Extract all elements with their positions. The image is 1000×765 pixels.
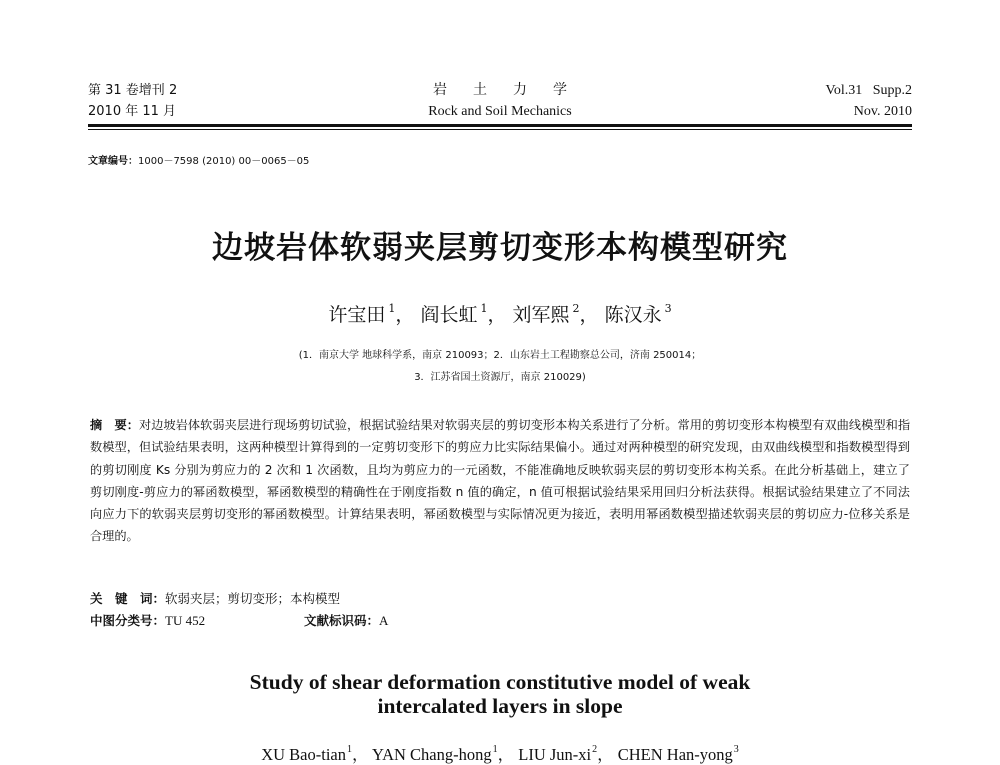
article-number <box>88 152 309 167</box>
author-name-en: YAN Chang-hong <box>372 745 492 764</box>
affiliations-line-2: 3．江苏省国土资源厅，南京 210029) <box>414 372 586 383</box>
author-affiliation-mark: 3 <box>733 744 739 755</box>
document-code-value: A <box>379 613 389 628</box>
paper-title-en <box>0 670 1000 718</box>
header-rule-thin <box>88 129 912 130</box>
author-affiliation-mark: 1 <box>492 744 498 755</box>
running-header <box>88 80 912 126</box>
paper-title-en-line-1: Study of shear deformation constitutive model of weak <box>249 670 751 694</box>
author-name: 刘军熙 <box>512 304 570 326</box>
author-affiliation-mark: 2 <box>592 744 598 755</box>
document-code-label: 文献标识码： <box>304 613 380 628</box>
article-number-value: 1000－7598 (2010) 00－0065－05 <box>138 156 310 167</box>
author-affiliation-mark: 3 <box>664 302 672 315</box>
abstract-cn <box>90 414 910 548</box>
author-affiliation-mark: 1 <box>480 302 488 315</box>
clc-label: 中图分类号： <box>90 613 166 628</box>
author-name-en: CHEN Han-yong <box>617 745 733 764</box>
author-separator: ， <box>579 304 599 326</box>
author-separator: ， <box>351 745 369 764</box>
abstract-label: 摘 要： <box>90 418 139 432</box>
keywords <box>90 589 340 607</box>
author-separator: ， <box>597 745 614 764</box>
keywords-text: 软弱夹层；剪切变形；本构模型 <box>165 591 341 606</box>
classification <box>90 611 389 629</box>
author-name: 许宝田 <box>328 304 386 326</box>
keywords-label: 关 键 词： <box>90 591 166 606</box>
author-name: 陈汉永 <box>604 304 662 326</box>
journal-name <box>88 80 912 122</box>
author-affiliation-mark: 1 <box>346 744 352 755</box>
author-separator: ， <box>395 304 415 326</box>
volume-issue-cn: 第 31 卷增刊 2 <box>88 83 178 98</box>
document-code <box>304 611 388 629</box>
author-separator: ， <box>497 745 515 764</box>
article-number-label: 文章编号： <box>88 156 138 167</box>
author-name: 阎长虹 <box>420 304 478 326</box>
author-separator: ， <box>487 304 507 326</box>
paper-title-en-line-2: intercalated layers in slope <box>377 694 623 718</box>
journal-name-cn: 岩土力学 <box>433 82 593 98</box>
abstract-text: 对边坡岩体软弱夹层进行现场剪切试验，根据试验结果对软弱夹层的剪切变形本构关系进行了分析。常用的剪切变形本构模型有双曲线模型和指数模型，但试验结果表明，这两种模型计算得到的一定剪切变形下的剪应力比实际结果偏小。通过对两种模型的研究发现，由双曲线模型和指数模型得到的剪切刚度 Ks 分别为剪应力的 2 次和 1 次函数，且均为剪应力的一元函数，不能准确地反映软弱夹层的剪切变形本构关系。在此分析基础上，建立了剪切刚度-剪应力的幂函数模型，幂函数模型的精确性在于刚度指数 n 值的确定，n 值可根据试验结果采用回归分析法获得。根据试验结果建立了不同法向应力下的软弱夹层剪切变形的幂函数模型。计算结果表明，幂函数模型与实际情况更为接近，表明用幂函数模型描述软弱夹层的剪切应力-位移关系是合理的。 <box>90 418 911 544</box>
date-en: Nov. 2010 <box>853 104 912 119</box>
date-cn: 2010 年 11 月 <box>88 104 177 119</box>
volume-en: Vol.31 Supp.2 <box>825 83 912 98</box>
journal-name-en: Rock and Soil Mechanics <box>428 104 572 119</box>
author-list-cn <box>0 300 1000 327</box>
author-name-en: LIU Jun-xi <box>518 745 592 764</box>
author-affiliation-mark: 2 <box>572 302 580 315</box>
paper-title-cn: 边坡岩体软弱夹层剪切变形本构模型研究 <box>212 230 788 266</box>
affiliations-line-1: (1．南京大学 地球科学系，南京 210093；2．山东岩土工程勘察总公司，济南 250014； <box>298 350 702 361</box>
clc-value: TU 452 <box>165 613 206 628</box>
author-list-en <box>0 741 1000 765</box>
author-name-en: XU Bao-tian <box>261 745 346 764</box>
author-affiliation-mark: 1 <box>388 302 396 315</box>
journal-volume <box>826 80 912 122</box>
header-rule-thick <box>88 124 912 127</box>
